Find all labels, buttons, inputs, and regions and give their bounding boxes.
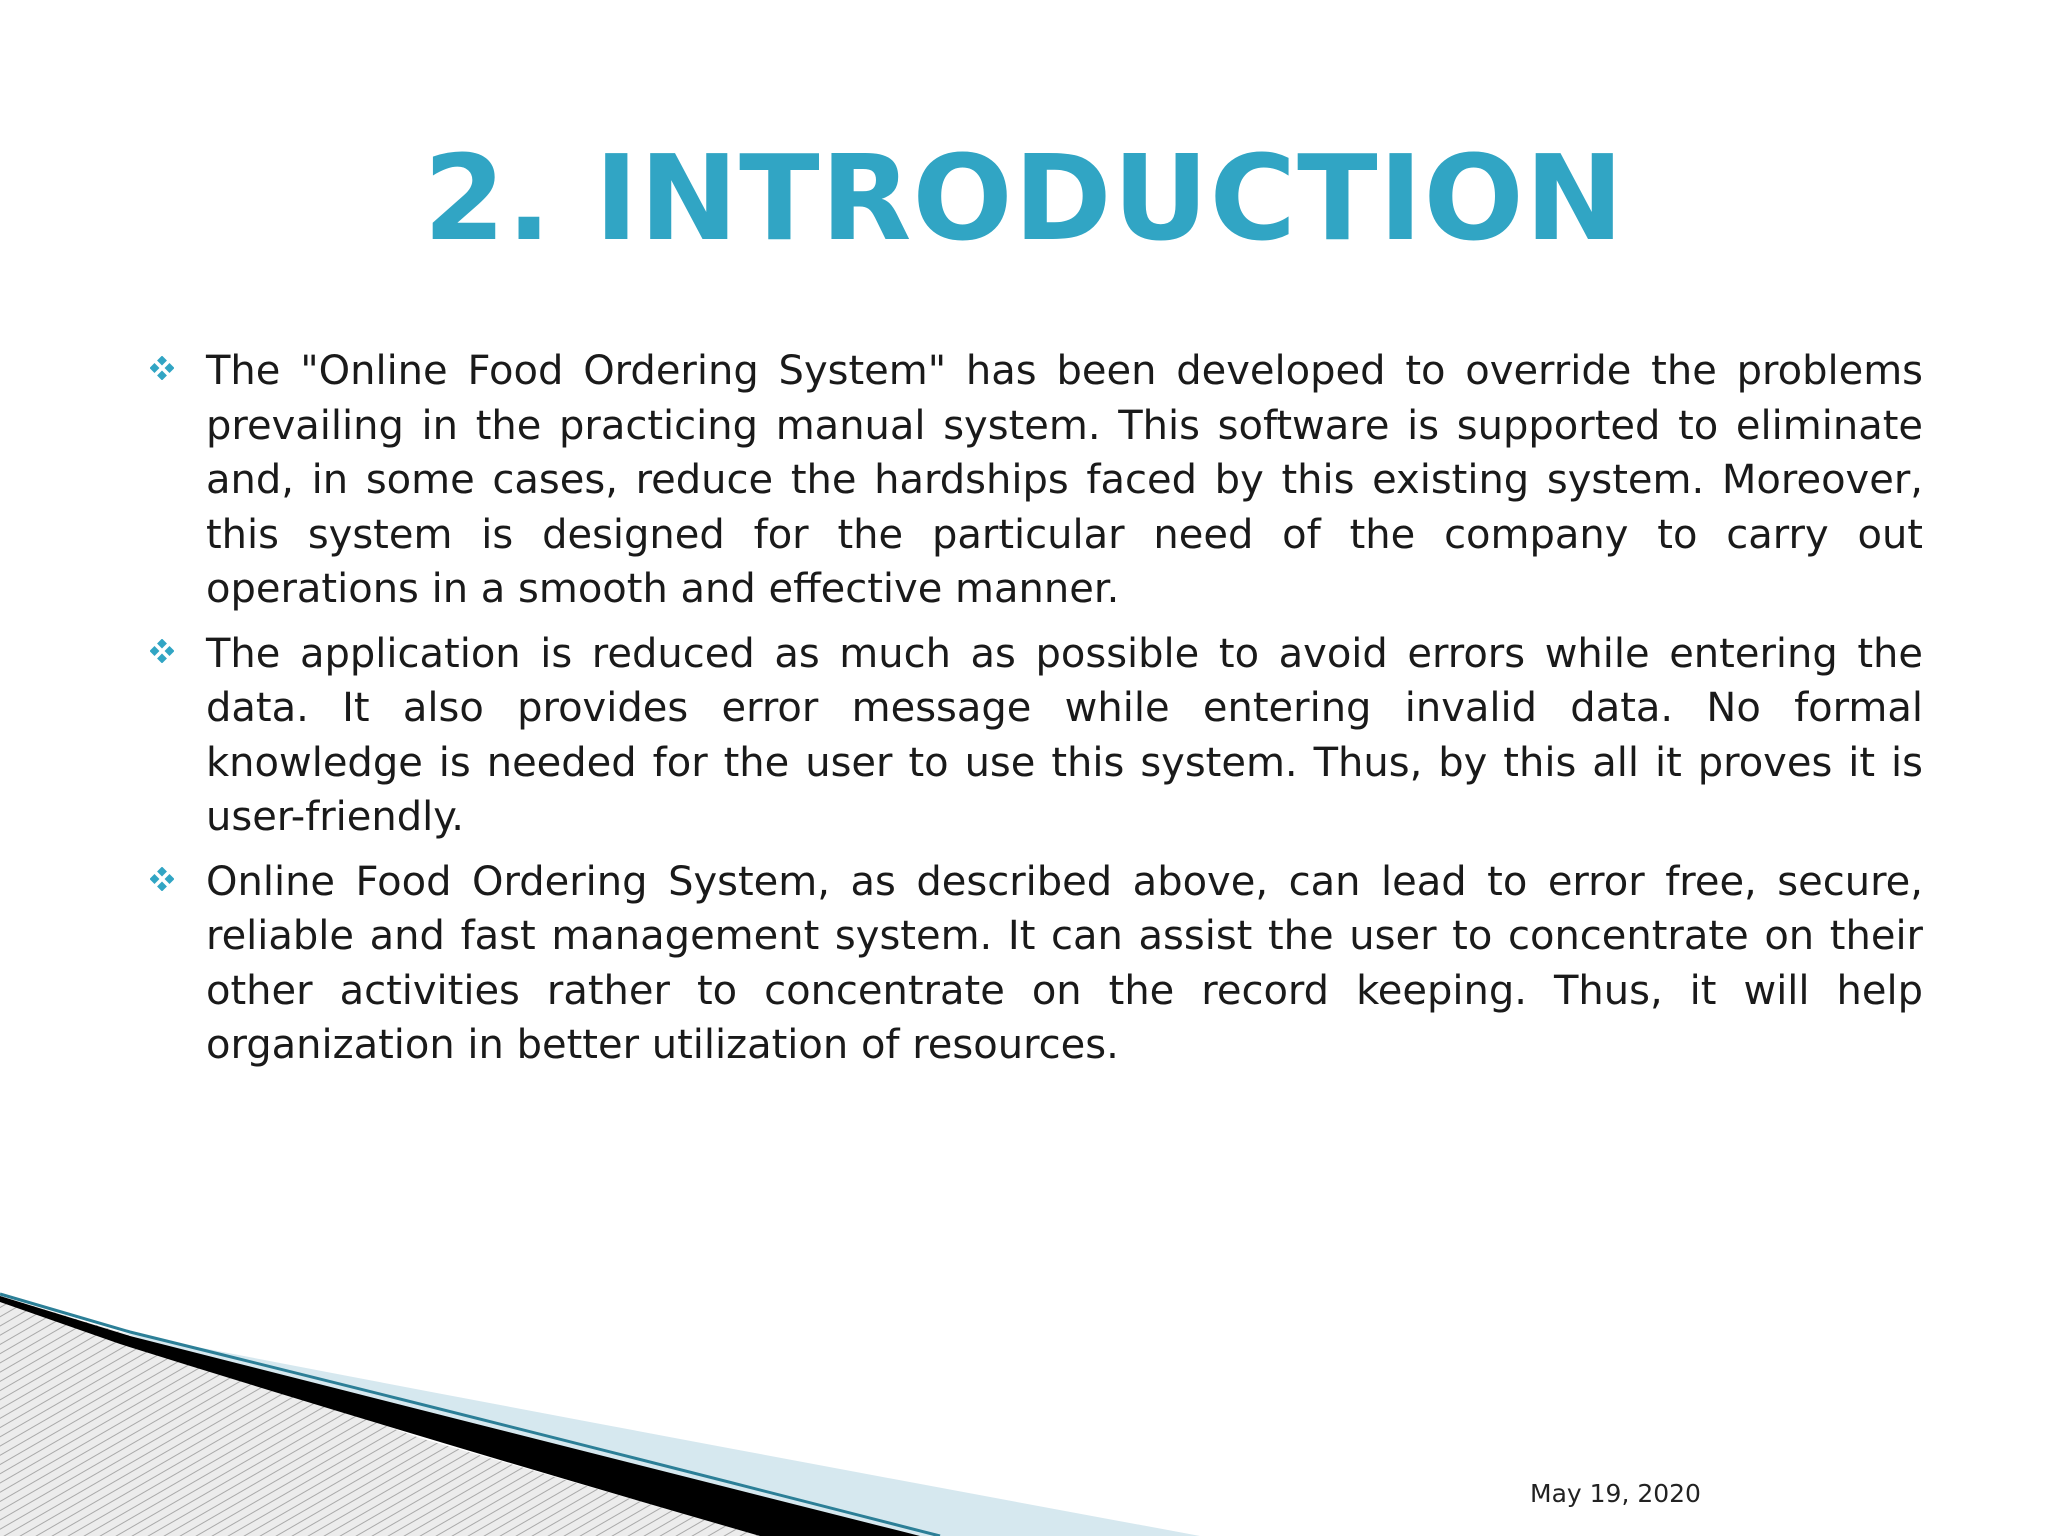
footer-date: May 19, 2020 xyxy=(1530,1479,1701,1508)
bullet-text: The application is reduced as much as possible to avoid errors while entering the data. It also provides error message while entering invalid data. No formal knowledge is needed for the user to use this system. Thus, by this all it proves it is user-friendly. xyxy=(206,630,1923,840)
diamond-bullet-icon xyxy=(150,867,174,891)
decorative-wave-graphic xyxy=(0,1270,1400,1536)
bullet-list xyxy=(150,344,1923,1083)
diamond-bullet-icon xyxy=(150,356,174,380)
bullet-text: Online Food Ordering System, as described above, can lead to error free, secure, reliable and fast management system. It can assist the user to concentrate on their other activities rather to concentrate on the record keeping. Thus, it will help organization in better utilization of resources. xyxy=(206,858,1923,1068)
diamond-bullet-icon xyxy=(150,639,174,663)
slide-title: 2. INTRODUCTION xyxy=(423,129,1625,267)
bullet-item xyxy=(150,627,1923,845)
bullet-item xyxy=(150,855,1923,1073)
bullet-text: The "Online Food Ordering System" has been developed to override the problems prevailing in the practicing manual system. This software is supported to eliminate and, in some cases, reduce the hardships faced by this existing system. Moreover, this system is designed for the particular need of the company to carry out operations in a smooth and effective manner. xyxy=(206,348,1923,612)
bullet-item xyxy=(150,344,1923,617)
